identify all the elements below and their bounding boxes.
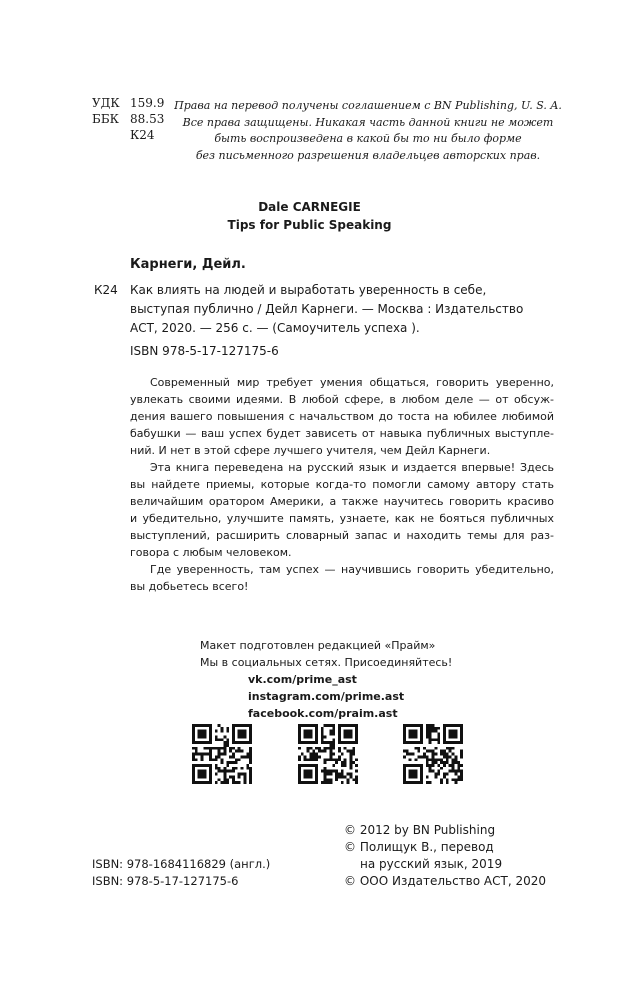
annotation-line: и убедительно, улучшите память, узнаете, как не бояться публичных: [130, 512, 554, 525]
classification-block: [92, 95, 164, 143]
original-title-block: [0, 198, 619, 234]
copyright-line: на русский язык, 2019: [360, 857, 503, 871]
annotation-line: вы найдете приемы, которые когда-то помогли самому автору стать: [130, 478, 554, 491]
catalog-description: [130, 281, 550, 338]
udk-label: УДК: [92, 96, 120, 110]
annotation-line: Где уверенность, там успех — научившись говорить убедительно,: [150, 563, 554, 576]
annotation-line: увлекать своими идеями. В любой сфере, в любом деле — от обсуж-: [130, 393, 554, 406]
social-link-vk[interactable]: vk.com/prime_ast: [248, 673, 357, 686]
prepared-by-line: Макет подготовлен редакцией «Прайм»: [200, 639, 436, 652]
annotation-line: Эта книга переведена на русский язык и издается впервые! Здесь: [150, 461, 554, 474]
rights-line: без письменного разрешения владельцев авторских прав.: [195, 148, 541, 162]
copyright-block: [344, 822, 546, 890]
original-author: Dale CARNEGIE: [258, 200, 361, 214]
social-links: [248, 671, 404, 722]
annotation: [130, 374, 554, 595]
catalog-mark: К24: [94, 283, 118, 297]
social-invite-line: Мы в социальных сетях. Присоединяйтесь!: [200, 656, 453, 669]
annotation-line: Современный мир требует умения общаться, говорить уверенно,: [150, 376, 554, 389]
annotation-line: бабушки — ваш успех будет зависеть от навыка публичных выступле-: [130, 427, 554, 440]
author-mark: К24: [130, 128, 155, 142]
prepared-by-block: [200, 637, 452, 671]
annotation-line: говора с любым человеком.: [130, 546, 292, 559]
original-title: Tips for Public Speaking: [227, 218, 392, 232]
bbk-label: ББК: [92, 112, 119, 126]
annotation-line: дения вашего повышения с начальством до тоста на юбилее любимой: [130, 410, 554, 423]
rights-line: быть воспроизведена в какой бы то ни было форме: [214, 132, 522, 145]
bbk-line: [92, 111, 164, 127]
udk-value: 159.9: [130, 96, 165, 110]
rights-notice: [158, 98, 578, 164]
annotation-line: величайшим оратором Америки, а также научитесь говорить красиво: [130, 495, 554, 508]
isbn-block: [92, 856, 270, 890]
qr-code-facebook-icon[interactable]: [403, 724, 463, 784]
copyright-line: © 2012 by BN Publishing: [344, 823, 496, 837]
catalog-author-heading: Карнеги, Дейл.: [130, 257, 246, 272]
annotation-line: вы добьетесь всего!: [130, 580, 249, 593]
rights-line: Все права защищены. Никакая часть данной книги не может: [182, 115, 554, 129]
qr-code-instagram-icon[interactable]: [298, 724, 358, 784]
catalog-isbn: ISBN 978-5-17-127175-6: [130, 344, 279, 358]
catalog-line: Как влиять на людей и выработать уверенность в себе,: [130, 283, 487, 297]
bbk-value: 88.53: [130, 112, 165, 126]
catalog-line: выступая публично / Дейл Карнеги. — Москва : Издательство: [130, 302, 524, 316]
qr-code-vk-icon[interactable]: [192, 724, 252, 784]
isbn-russian: ISBN: 978-5-17-127175-6: [92, 874, 239, 888]
annotation-line: выступлений, расширить словарный запас и находить темы для раз-: [130, 529, 554, 542]
copyright-line: © Полищук В., перевод: [344, 840, 494, 854]
rights-line: Права на перевод получены соглашением с BN Publishing, U. S. A.: [174, 99, 562, 112]
udk-line: [92, 95, 164, 111]
social-link-facebook[interactable]: facebook.com/praim.ast: [248, 707, 398, 720]
isbn-english: ISBN: 978-1684116829 (англ.): [92, 857, 271, 871]
copyright-line: © ООО Издательство АСТ, 2020: [344, 874, 546, 888]
annotation-line: ний. И нет в этой сфере лучшего учителя, чем Дейл Карнеги.: [130, 444, 491, 457]
catalog-line: АСТ, 2020. — 256 с. — (Самоучитель успеха ).: [130, 321, 420, 335]
author-mark-line: [92, 127, 164, 143]
social-link-instagram[interactable]: instagram.com/prime.ast: [248, 690, 405, 703]
